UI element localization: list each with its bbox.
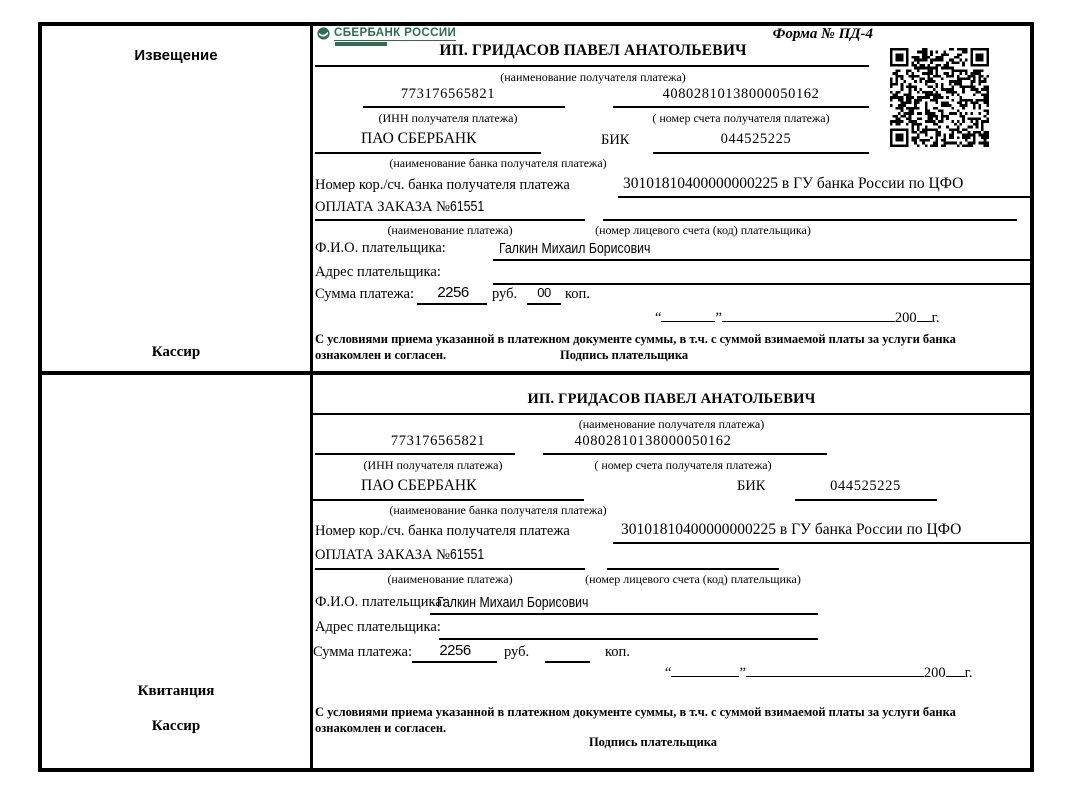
sum-rub-underline xyxy=(417,303,487,305)
date-year-prefix: 200 xyxy=(894,310,917,326)
bik-underline xyxy=(653,152,869,154)
payment-prefix: ОПЛАТА ЗАКАЗА № xyxy=(315,199,450,215)
section-receipt xyxy=(42,375,1030,768)
sum-kop-value: 00 xyxy=(537,285,551,300)
kop-label: коп. xyxy=(605,644,630,660)
sum-kop-underline xyxy=(527,303,561,305)
recipient-account: 40802810138000050162 xyxy=(662,86,820,102)
bank-caption: (наименование банка получателя платежа) xyxy=(389,156,607,170)
form-number-title: Форма № ПД-4 xyxy=(772,26,873,42)
cashier-label: Кассир xyxy=(151,344,201,360)
sberbank-logo-text: СБЕРБАНК РОССИИ xyxy=(334,27,457,39)
recipient-caption: (наименование получателя платежа) xyxy=(578,417,765,431)
date-year-suffix: г. xyxy=(931,310,940,326)
rub-label: руб. xyxy=(504,644,530,660)
date-year-suffix: г. xyxy=(964,665,973,681)
recipient-caption: (наименование получателя платежа) xyxy=(500,70,686,84)
payer-address-label: Адрес плательщика: xyxy=(315,264,441,280)
date-quote-open: “ xyxy=(655,310,662,326)
sum-rub-value: 2256 xyxy=(437,284,469,301)
notice-left-cell xyxy=(42,26,313,371)
order-number: 61551 xyxy=(449,198,485,215)
sum-kop-underline xyxy=(545,661,590,663)
payer-fio-label: Ф.И.О. плательщика: xyxy=(315,594,446,610)
qr-code xyxy=(890,48,989,147)
payment-caption: (наименование платежа) xyxy=(387,223,513,237)
payer-address-label: Адрес плательщика: xyxy=(315,619,441,635)
bik-value: 044525225 xyxy=(720,131,792,147)
kop-label: коп. xyxy=(565,286,590,302)
date-row xyxy=(665,662,973,682)
inn-underline xyxy=(315,453,515,455)
order-number: 61551 xyxy=(449,546,485,563)
sum-rub-value: 2256 xyxy=(439,642,471,659)
date-year-blank xyxy=(917,307,932,322)
payer-signature-label: Подпись плательщика xyxy=(560,348,689,362)
section-notice xyxy=(42,26,1030,375)
payer-address-underline xyxy=(439,638,818,640)
sum-rub-underline xyxy=(412,661,497,663)
payment-purpose xyxy=(315,198,492,216)
terms-line2: ознакомлен и согласен. xyxy=(315,721,447,735)
payer-signature-label: Подпись плательщика xyxy=(588,735,718,749)
account-underline xyxy=(613,106,869,108)
sum-label: Сумма платежа: xyxy=(315,286,414,302)
inn-underline xyxy=(363,106,565,108)
payment-purpose xyxy=(315,546,492,564)
date-quote-open: “ xyxy=(665,665,672,681)
payment-underline xyxy=(315,568,585,570)
recipient-name: ИП. ГРИДАСОВ ПАВЕЛ АНАТОЛЬЕВИЧ xyxy=(527,391,816,407)
terms-line1: С условиями приема указанной в платежном документе суммы, в т.ч. с суммой взимаемой платы за услуги банка xyxy=(315,705,956,719)
corr-value: 30101810400000000225 в ГУ банка России по ЦФО xyxy=(623,175,964,192)
recipient-name: ИП. ГРИДАСОВ ПАВЕЛ АНАТОЛЬЕВИЧ xyxy=(439,42,747,59)
personal-account-underline xyxy=(603,219,1017,221)
bank-name: ПАО СБЕРБАНК xyxy=(361,130,477,147)
bik-label: БИК xyxy=(601,132,630,148)
cashier-label: Кассир xyxy=(151,718,201,734)
date-month-blank xyxy=(746,662,924,677)
account-caption: ( номер счета получателя платежа) xyxy=(652,111,830,125)
corr-label: Номер кор./сч. банка получателя платежа xyxy=(315,523,570,539)
payer-fio-value: Галкин Михаил Борисович xyxy=(437,594,589,611)
receipt-left-cell xyxy=(42,375,313,768)
payment-prefix: ОПЛАТА ЗАКАЗА № xyxy=(315,547,450,563)
bik-label: БИК xyxy=(737,478,766,494)
payer-fio-underline xyxy=(493,259,1030,261)
date-day-blank xyxy=(671,662,739,677)
receipt-label: Квитанция xyxy=(137,683,215,699)
corr-underline xyxy=(618,196,1030,198)
bank-underline xyxy=(315,152,541,154)
payer-fio-label: Ф.И.О. плательщика: xyxy=(315,240,446,256)
payment-caption: (наименование платежа) xyxy=(387,572,513,586)
corr-value: 30101810400000000225 в ГУ банка России по ЦФО xyxy=(621,521,962,538)
personal-account-underline xyxy=(607,568,779,570)
terms-line2: ознакомлен и согласен. xyxy=(315,348,447,362)
inn-caption: (ИНН получателя платежа) xyxy=(378,111,518,125)
date-month-blank xyxy=(722,307,895,322)
inn-caption: (ИНН получателя платежа) xyxy=(363,458,503,472)
form-table xyxy=(38,22,1034,772)
notice-form-cell xyxy=(313,26,1030,371)
corr-label: Номер кор./сч. банка получателя платежа xyxy=(315,177,570,193)
recipient-underline xyxy=(315,65,869,67)
bik-underline xyxy=(795,499,937,501)
date-quote-close: ” xyxy=(715,310,722,326)
sum-label: Сумма платежа: xyxy=(313,644,412,660)
payer-fio-value: Галкин Михаил Борисович xyxy=(499,240,651,257)
terms-line1: С условиями приема указанной в платежном документе суммы, в т.ч. с суммой взимаемой платы за услуги банка xyxy=(315,332,956,346)
payer-fio-underline xyxy=(430,613,818,615)
date-day-blank xyxy=(661,307,715,322)
corr-underline xyxy=(613,542,1030,544)
date-year-blank xyxy=(946,662,965,677)
payment-underline xyxy=(315,219,585,221)
notice-label: Извещение xyxy=(134,47,218,64)
recipient-inn: 773176565821 xyxy=(400,86,496,102)
recipient-underline xyxy=(313,413,1030,415)
bank-caption: (наименование банка получателя платежа) xyxy=(389,503,607,517)
sberbank-logo xyxy=(317,27,456,41)
account-underline xyxy=(543,453,827,455)
receipt-form-cell xyxy=(313,375,1030,768)
bik-value: 044525225 xyxy=(830,478,901,494)
recipient-inn: 773176565821 xyxy=(390,433,486,449)
payer-address-underline xyxy=(493,283,1030,285)
account-caption: ( номер счета получателя платежа) xyxy=(594,458,772,472)
sberbank-logo-icon xyxy=(317,27,330,40)
date-quote-close: ” xyxy=(739,665,746,681)
recipient-account: 40802810138000050162 xyxy=(574,433,732,449)
personal-account-caption: (номер лицевого счета (код) плательщика) xyxy=(595,223,811,237)
bank-underline xyxy=(313,499,584,501)
date-year-prefix: 200 xyxy=(923,665,946,681)
rub-label: руб. xyxy=(492,286,518,302)
bank-name: ПАО СБЕРБАНК xyxy=(361,477,477,494)
date-row xyxy=(655,307,940,327)
personal-account-caption: (номер лицевого счета (код) плательщика) xyxy=(585,572,801,586)
